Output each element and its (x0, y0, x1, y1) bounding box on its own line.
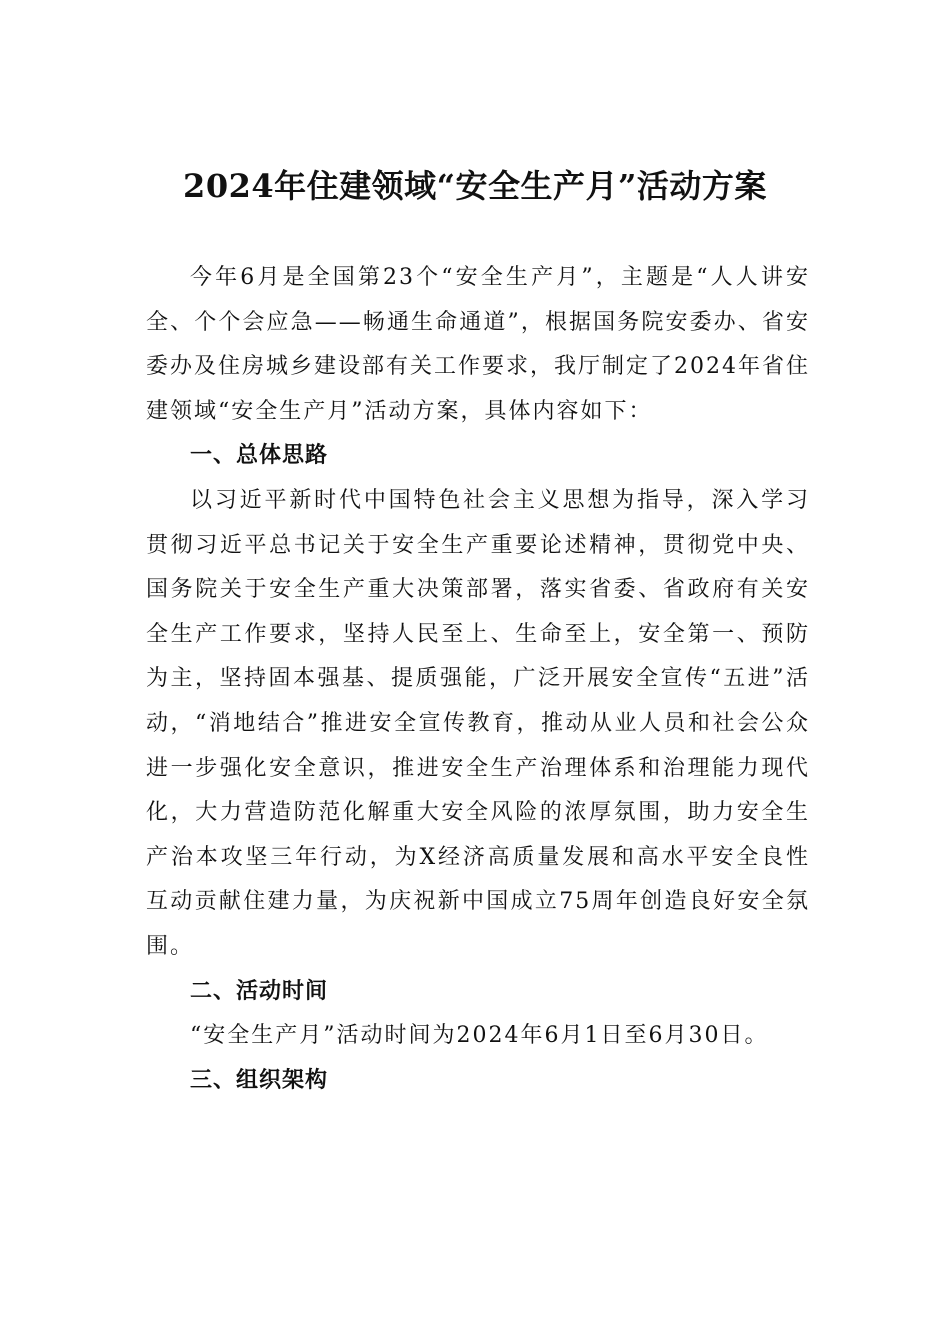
intro-paragraph: 今年6月是全国第23个“安全生产月”，主题是“人人讲安全、个个会应急——畅通生命通道”，根据国务院安委办、省安委办及住房城乡建设部有关工作要求，我厅制定了2024年省住建领域“安全生产月”活动方案，具体内容如下： (146, 265, 810, 424)
section-heading-overall-approach: 一、总体思路 (190, 443, 329, 469)
document-title: 2024年住建领域“安全生产月”活动方案 (183, 167, 767, 205)
document-body (146, 256, 810, 1103)
section-heading-activity-time: 二、活动时间 (190, 978, 329, 1004)
section-heading-organization: 三、组织架构 (190, 1067, 329, 1093)
section-body-activity-time: “安全生产月”活动时间为2024年6月1日至6月30日。 (190, 1023, 769, 1049)
section-body-overall-approach: 以习近平新时代中国特色社会主义思想为指导，深入学习贯彻习近平总书记关于安全生产重要论述精神，贯彻党中央、国务院关于安全生产重大决策部署，落实省委、省政府有关安全生产工作要求，坚持人民至上、生命至上，安全第一、预防为主，坚持固本强基、提质强能，广泛开展安全宣传“五进”活动，“消地结合”推进安全宣传教育，推动从业人员和社会公众进一步强化安全意识，推进安全生产治理体系和治理能力现代化，大力营造防范化解重大安全风险的浓厚氛围，助力安全生产治本攻坚三年行动，为X经济高质量发展和高水平安全良性互动贡献住建力量，为庆祝新中国成立75周年创造良好安全氛围。 (146, 487, 810, 959)
